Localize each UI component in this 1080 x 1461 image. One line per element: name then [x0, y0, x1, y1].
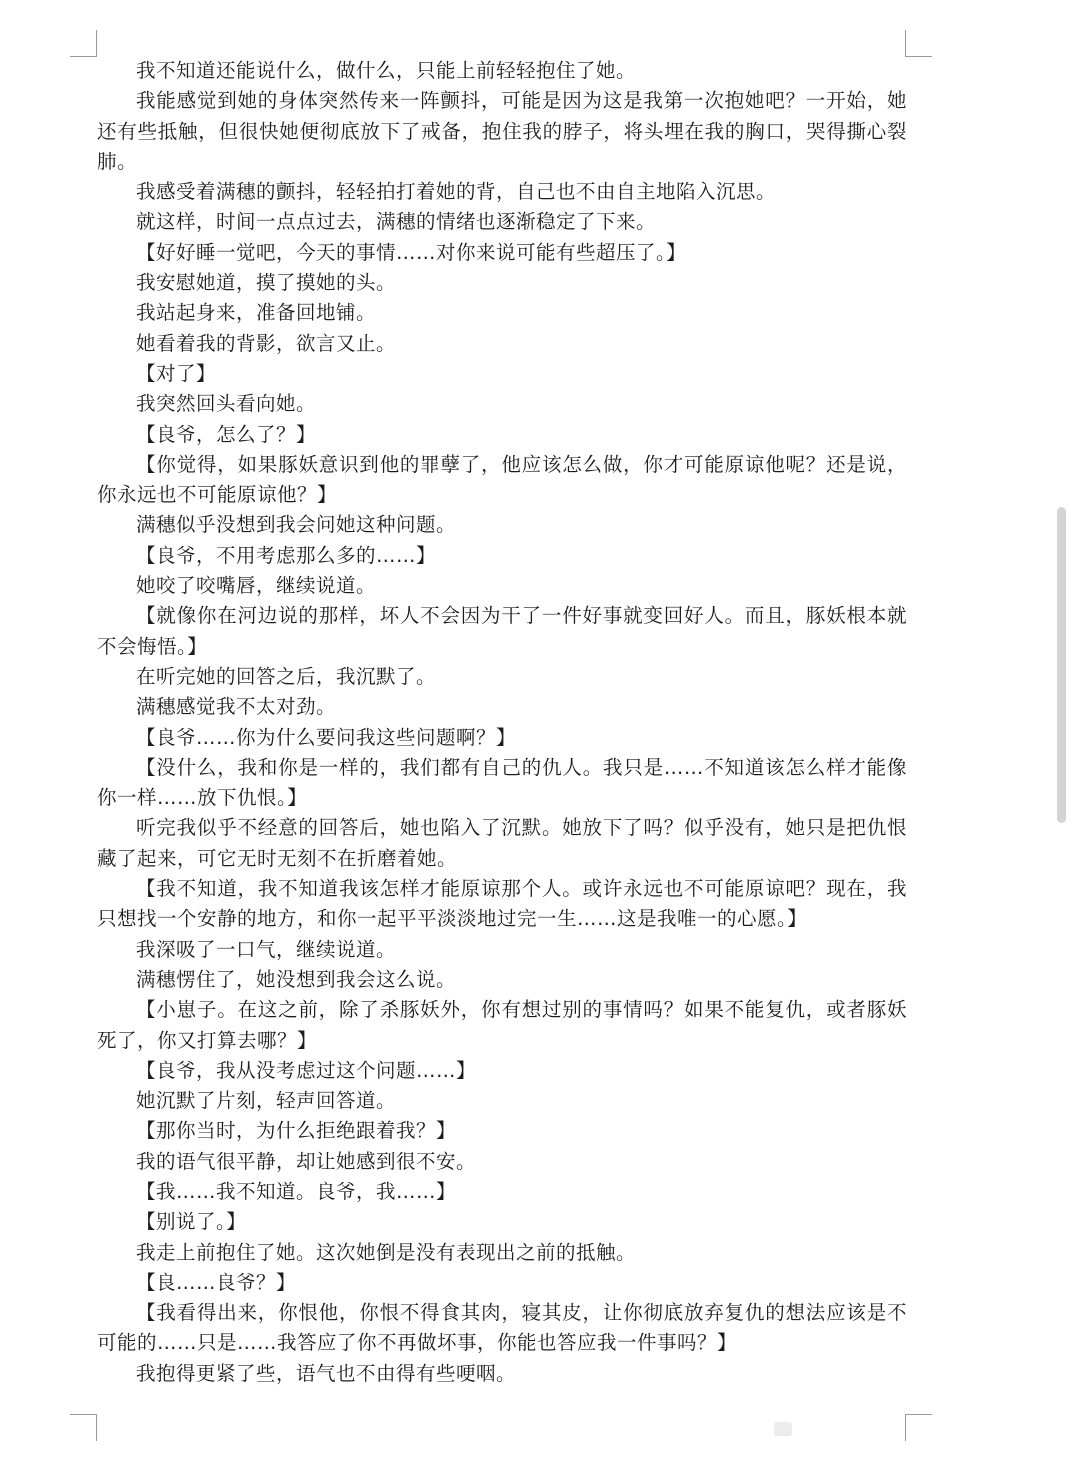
- paragraph: 【我……我不知道。良爷，我……】: [136, 1179, 457, 1203]
- paragraph: 我抱得更紧了些，语气也不由得有些哽咽。: [136, 1361, 517, 1385]
- paragraph: 【良爷，不用考虑那么多的……】: [136, 543, 437, 567]
- paragraph: 我深吸了一口气，继续说道。: [136, 937, 397, 961]
- faint-watermark-icon: [772, 1420, 794, 1438]
- paragraph: 【我不知道，我不知道我该怎样才能原谅那个人。或许永远也不可能原谅吧？现在，我只想找一个安静的地方，和你一起平平淡淡地过完一生……这是我唯一的心愿。】: [97, 877, 907, 931]
- paragraph: 我感受着满穗的颤抖，轻轻拍打着她的背，自己也不由自主地陷入沉思。: [136, 180, 777, 204]
- paragraph: 【我看得出来，你恨他，你恨不得食其肉，寝其皮，让你彻底放弃复仇的想法应该是不可能的……只是……我答应了你不再做坏事，你能也答应我一件事吗？】: [97, 1301, 907, 1355]
- paragraph: 满穗似乎没想到我会问她这种问题。: [136, 513, 457, 537]
- paragraph: 我能感觉到她的身体突然传来一阵颤抖，可能是因为这是我第一次抱她吧？一开始，她还有些抵触，但很快她便彻底放下了戒备，抱住我的脖子，将头埋在我的胸口，哭得撕心裂肺。: [97, 89, 907, 173]
- paragraph: 满穗愣住了，她没想到我会这么说。: [136, 967, 457, 991]
- page-corner-mark-top-right: [905, 30, 932, 57]
- scrollbar-thumb[interactable]: [1057, 507, 1066, 823]
- paragraph: 【别说了。】: [136, 1210, 247, 1234]
- paragraph: 【良……良爷？】: [136, 1270, 297, 1294]
- paragraph: 【良爷，怎么了？】: [136, 422, 317, 446]
- document-body[interactable]: [97, 56, 907, 1389]
- paragraph: 我突然回头看向她。: [136, 392, 317, 416]
- paragraph: 【好好睡一觉吧，今天的事情……对你来说可能有些超压了。】: [136, 240, 687, 264]
- paragraph: 我安慰她道，摸了摸她的头。: [136, 271, 397, 295]
- paragraph: 在听完她的回答之后，我沉默了。: [136, 664, 437, 688]
- paragraph: 我站起身来，准备回地铺。: [136, 301, 377, 325]
- page-corner-mark-bottom-left: [70, 1414, 97, 1441]
- paragraph: 她看着我的背影，欲言又止。: [136, 331, 397, 355]
- paragraph: 【没什么，我和你是一样的，我们都有自己的仇人。我只是……不知道该怎么样才能像你一样……放下仇恨。】: [97, 755, 907, 810]
- paragraph: 【良爷，我从没考虑过这个问题……】: [136, 1058, 477, 1082]
- paragraph: 【小崽子。在这之前，除了杀豚妖外，你有想过别的事情吗？如果不能复仇，或者豚妖死了，你又打算去哪？】: [97, 998, 907, 1052]
- paragraph: 她沉默了片刻，轻声回答道。: [136, 1089, 397, 1113]
- paragraph: 她咬了咬嘴唇，继续说道。: [136, 574, 377, 598]
- vertical-scrollbar[interactable]: [1066, 0, 1080, 1461]
- paragraph: 【对了】: [136, 361, 217, 385]
- paragraph: 我的语气很平静，却让她感到很不安。: [136, 1149, 477, 1173]
- paragraph: 【良爷……你为什么要问我这些问题啊？】: [136, 725, 517, 749]
- paragraph: 我走上前抱住了她。这次她倒是没有表现出之前的抵触。: [136, 1240, 637, 1264]
- paragraph: 就这样，时间一点点过去，满穗的情绪也逐渐稳定了下来。: [136, 210, 657, 234]
- paragraph: 我不知道还能说什么，做什么，只能上前轻轻抱住了她。: [136, 59, 637, 82]
- paragraph: 【那你当时，为什么拒绝跟着我？】: [136, 1119, 457, 1143]
- paragraph: 【你觉得，如果豚妖意识到他的罪孽了，他应该怎么做，你才可能原谅他呢？还是说，你永远也不可能原谅他？】: [97, 452, 907, 507]
- paragraph: 听完我似乎不经意的回答后，她也陷入了沉默。她放下了吗？似乎没有，她只是把仇恨藏了起来，可它无时无刻不在折磨着她。: [97, 816, 907, 870]
- paragraph: 【就像你在河边说的那样，坏人不会因为干了一件好事就变回好人。而且，豚妖根本就不会悔悟。】: [97, 604, 907, 658]
- page-corner-mark-top-left: [70, 30, 97, 57]
- page-corner-mark-bottom-right: [905, 1414, 932, 1441]
- paragraph: 满穗感觉我不太对劲。: [136, 695, 337, 719]
